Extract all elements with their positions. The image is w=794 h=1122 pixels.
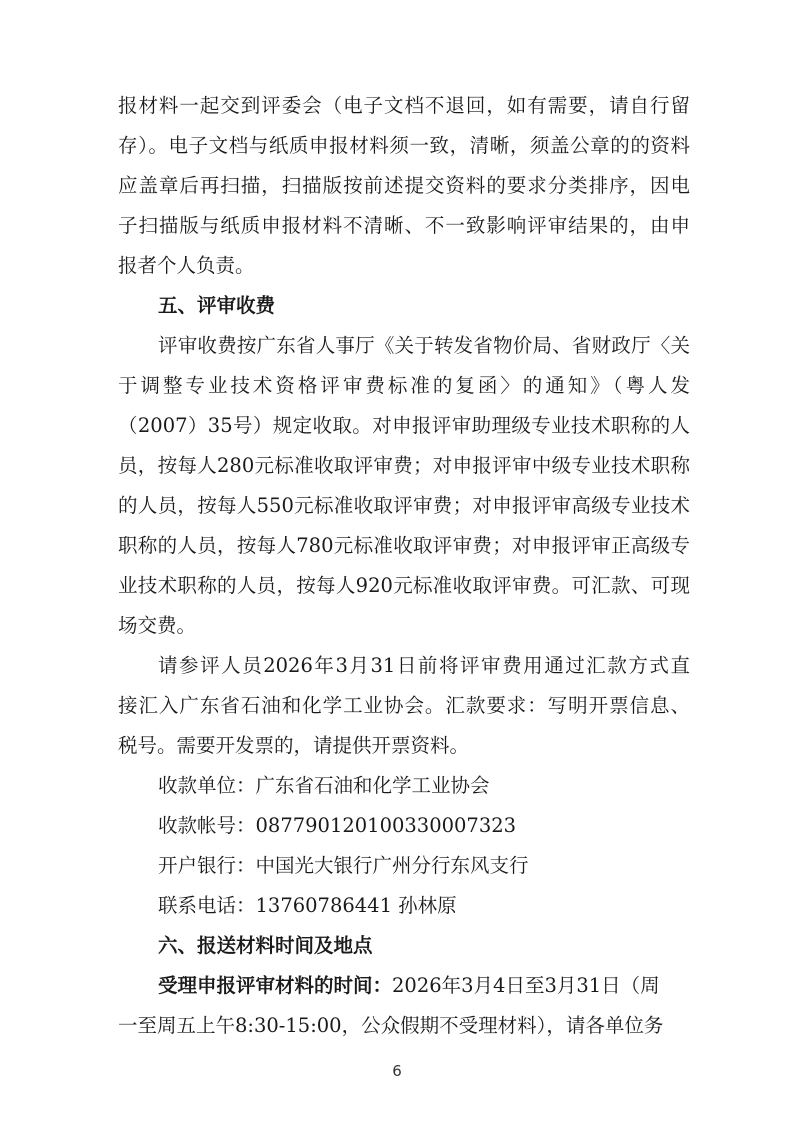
fee-paragraph-line-8: 场交费。 bbox=[118, 614, 197, 637]
remit-paragraph-line-1: 请参评人员2026年3月31日前将评审费用通过汇款方式直 bbox=[158, 654, 690, 677]
intro-line-5: 报者个人负责。 bbox=[118, 254, 255, 277]
remit-paragraph-line-2: 接汇入广东省石油和化学工业协会。汇款要求：写明开票信息、 bbox=[118, 694, 690, 717]
remit-paragraph-line-3: 税号。需要开发票的，请提供开票资料。 bbox=[118, 734, 470, 757]
bank-line: 开户银行：中国光大银行广州分行东风支行 bbox=[158, 854, 529, 877]
fee-paragraph-line-1: 评审收费按广东省人事厅《关于转发省物价局、省财政厅〈关 bbox=[158, 334, 690, 357]
submission-time-label: 受理申报评审材料的时间： bbox=[158, 974, 393, 997]
fee-paragraph-line-5: 的人员，按每人550元标准收取评审费；对申报评审高级专业技术 bbox=[118, 494, 690, 517]
intro-line-1: 报材料一起交到评委会（电子文档不退回，如有需要，请自行留 bbox=[118, 94, 690, 117]
submission-time-value: 2026年3月4日至3月31日（周 bbox=[392, 974, 660, 997]
intro-line-4: 子扫描版与纸质申报材料不清晰、不一致影响评审结果的，由申 bbox=[118, 214, 690, 237]
fee-paragraph-line-2: 于调整专业技术资格评审费标准的复函〉的通知》（粤人发 bbox=[118, 374, 690, 397]
intro-line-3: 应盖章后再扫描，扫描版按前述提交资料的要求分类排序，因电 bbox=[118, 174, 690, 197]
fee-paragraph-line-4: 员，按每人280元标准收取评审费；对申报评审中级专业技术职称 bbox=[118, 454, 690, 477]
account-line: 收款帐号：08779012010033000732​3 bbox=[158, 814, 517, 837]
page-number: 6 bbox=[392, 1062, 402, 1080]
submission-time-line-2: 一至周五上午8:30-15:00，公众假期不受理材料），请各单位务 bbox=[118, 1014, 664, 1037]
fee-paragraph-line-7: 业技术职称的人员，按每人920元标准收取评审费。可汇款、可现 bbox=[118, 574, 690, 597]
section-6-heading: 六、报送材料时间及地点 bbox=[158, 934, 373, 957]
section-5-heading: 五、评审收费 bbox=[158, 294, 276, 317]
intro-line-2: 存）。电子文档与纸质申报材料须一致，清晰，须盖公章的的资料 bbox=[118, 134, 690, 157]
submission-time-line-1 bbox=[158, 974, 690, 998]
fee-paragraph-line-3: （2007）35号）规定收取。对申报评审助理级专业技术职称的人 bbox=[118, 414, 690, 437]
fee-paragraph-line-6: 职称的人员，按每人780元标准收取评审费；对申报评审正高级专 bbox=[118, 534, 690, 557]
contact-line: 联系电话：13760786441 孙林原 bbox=[158, 894, 457, 917]
payee-line: 收款单位：广东省石油和化学工业协会 bbox=[158, 774, 490, 797]
